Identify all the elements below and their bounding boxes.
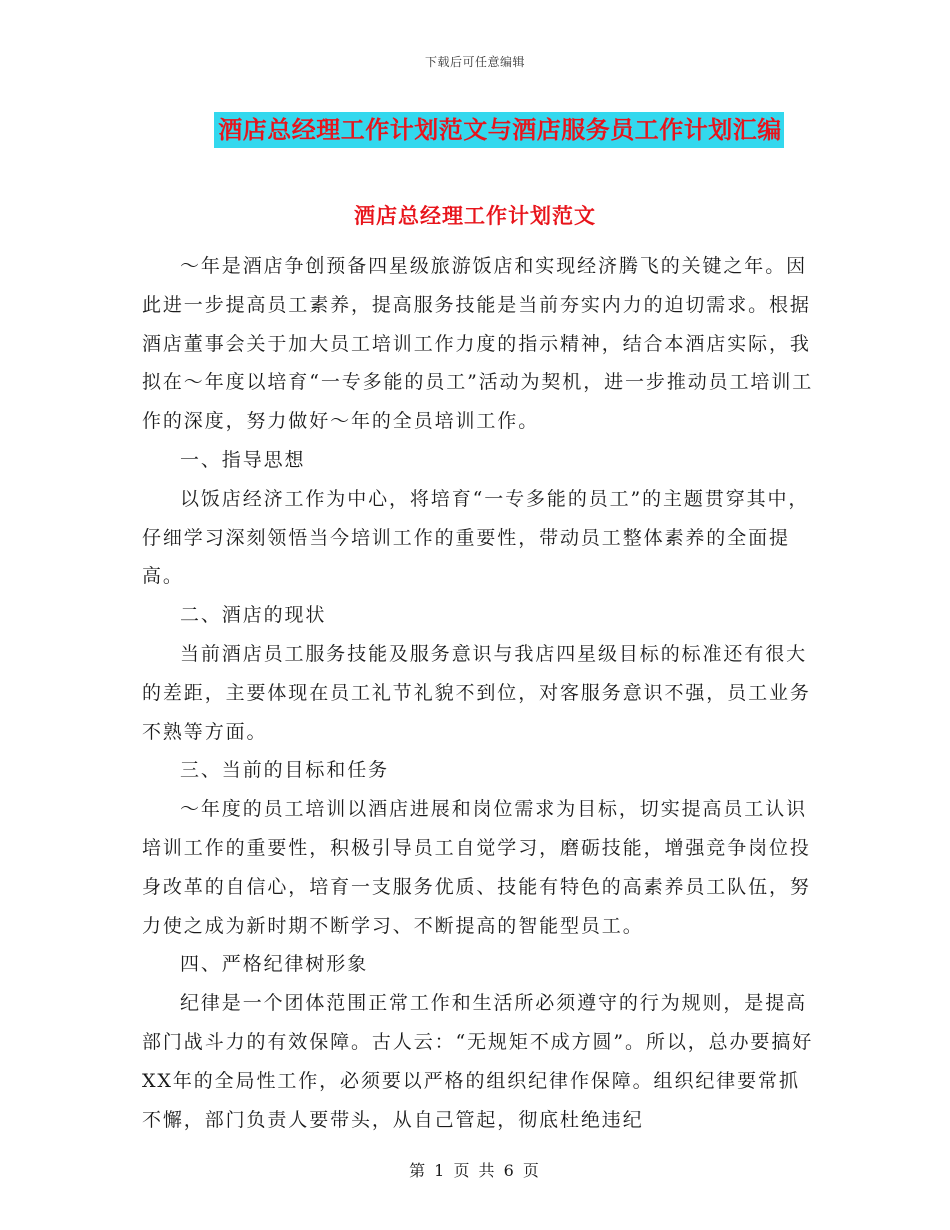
section-title: 酒店总经理工作计划范文 — [354, 203, 596, 228]
paragraph-guiding-ideology: 以饭店经济工作为中心，将培育“一专多能的员工”的主题贯穿其中，仔细学习深刻领悟当今培训工作的重要性，带动员工整体素养的全面提高。 — [142, 487, 810, 588]
heading-goals-tasks: 三、当前的目标和任务 — [180, 759, 390, 782]
document-title-area — [0, 112, 950, 148]
heading-guiding-ideology: 一、指导思想 — [180, 448, 306, 471]
paragraph-current-status: 当前酒店员工服务技能及服务意识与我店四星级目标的标准还有很大的差距，主要体现在员工礼节礼貌不到位，对客服务意识不强，员工业务不熟等方面。 — [142, 642, 811, 743]
paragraph-goals-tasks: ～年度的员工培训以酒店进展和岗位需求为目标，切实提高员工认识培训工作的重要性，积极引导员工自觉学习，磨砺技能，增强竞争岗位投身改革的自信心，培育一支服务优质、技能有特色的高素养员工队伍，努力使之成为新时期不断学习、不断提高的智能型员工。 — [142, 798, 811, 937]
page-number: 第 1 页 共 6 页 — [409, 1161, 541, 1180]
heading-current-status: 二、酒店的现状 — [180, 604, 327, 627]
paragraph-intro: ～年是酒店争创预备四星级旅游饭店和实现经济腾飞的关键之年。因此进一步提高员工素养，提高服务技能是当前夯实内力的迫切需求。根据酒店董事会关于加大员工培训工作力度的指示精神，结合本酒店实际，我拟在～年度以培育“一专多能的员工”活动为契机，进一步推动员工培训工作的深度，努力做好～年的全员培训工作。 — [142, 255, 814, 433]
header-note: 下载后可任意编辑 — [424, 55, 525, 69]
heading-discipline: 四、严格纪律树形象 — [180, 953, 369, 976]
document-body — [142, 247, 814, 1139]
paragraph-discipline: 纪律是一个团体范围正常工作和生活所必须遵守的行为规则，是提高部门战斗力的有效保障。古人云：“无规矩不成方圆”。所以，总办要搞好XX年的全局性工作，必须要以严格的组织纪律作保障。组织纪律要常抓不懈，部门负责人要带头，从自己管起，彻底杜绝违纪 — [142, 992, 814, 1131]
document-title: 酒店总经理工作计划范文与酒店服务员工作计划汇编 — [214, 112, 784, 148]
